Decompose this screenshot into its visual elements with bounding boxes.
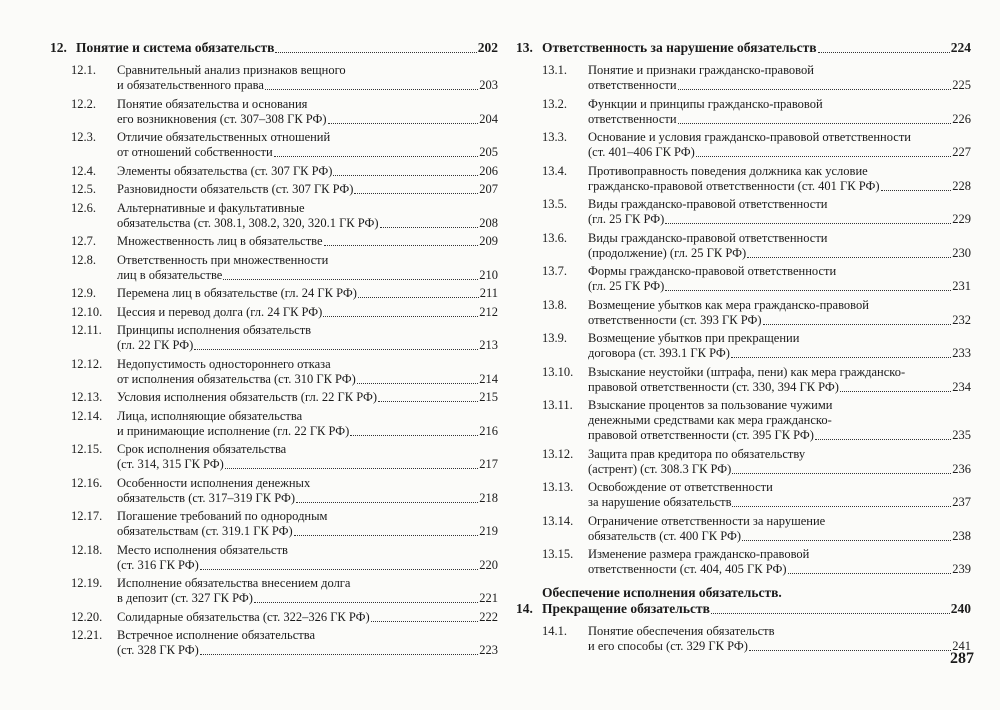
dot-leader [678, 89, 952, 90]
entry-title-line: правовой ответственности (ст. 330, 394 ГК РФ) [588, 379, 839, 394]
entry-number: 12.1. [71, 63, 96, 77]
entry-title-line: Возмещение убытков как мера гражданско-правовой [588, 297, 869, 312]
chapter-title: Ответственность за нарушение обязательств [542, 40, 817, 55]
entry-page: 214 [479, 371, 498, 386]
entry-number: 12.4. [71, 163, 96, 178]
dot-leader [665, 223, 951, 224]
entry-page: 218 [479, 490, 498, 505]
dot-leader [324, 245, 479, 246]
entry-title-line: Особенности исполнения денежных [117, 475, 311, 490]
toc-entry [516, 264, 971, 294]
toc-entry [50, 130, 498, 160]
entry-page: 236 [952, 461, 971, 476]
entry-number: 13.4. [542, 163, 567, 178]
dot-leader [265, 89, 478, 90]
toc-entry [50, 182, 498, 197]
dot-leader [358, 297, 479, 298]
toc-entries-13 [516, 63, 971, 577]
entry-page: 232 [952, 312, 971, 327]
entry-title-line: обязательства (ст. 308.1, 308.2, 320, 320.1 ГК РФ) [117, 215, 379, 230]
entry-title-line: и обязательственного права [117, 78, 264, 92]
chapter-page: 202 [477, 40, 498, 55]
entry-title-line: Разновидности обязательств (ст. 307 ГК РФ) [117, 182, 354, 196]
entry-page: 211 [479, 286, 498, 300]
entry-title-line: Срок исполнения обязательства [117, 442, 287, 456]
chapter-page: 224 [950, 40, 971, 55]
toc-chapter-12 [50, 40, 498, 56]
entry-number: 13.15. [542, 547, 574, 561]
entry-title-line: Перемена лиц в обязательстве (гл. 24 ГК РФ) [117, 286, 357, 300]
dot-leader [731, 357, 951, 358]
entry-page: 206 [479, 163, 498, 178]
entry-number: 13.8. [542, 297, 567, 312]
entry-page: 215 [479, 390, 498, 404]
entry-page: 216 [479, 423, 498, 438]
entry-number: 12.15. [71, 442, 103, 456]
entry-title-line: Сравнительный анализ признаков вещного [117, 63, 346, 77]
entry-page: 237 [952, 495, 971, 509]
dot-leader [354, 193, 478, 194]
entry-page: 234 [952, 379, 971, 394]
entry-title-line: Взыскание процентов за пользование чужими [588, 398, 833, 412]
chapter-title-line1: Обеспечение исполнения обязательств. [542, 585, 782, 600]
toc-entry [50, 323, 498, 353]
toc-entry [516, 480, 971, 510]
entry-title-line: Освобождение от ответственности [588, 480, 773, 494]
toc-left-column [50, 40, 498, 662]
entry-title-line: Исполнение обязательства внесением долга [117, 576, 351, 590]
entry-title-line: ответственности [588, 78, 677, 92]
toc-entry [516, 624, 971, 654]
entry-title-line: обязательствам (ст. 319.1 ГК РФ) [117, 524, 293, 538]
entry-title-line: лиц в обязательстве [117, 267, 223, 282]
entry-number: 14.1. [542, 624, 567, 638]
entry-page: 225 [952, 78, 971, 92]
dot-leader [194, 349, 478, 350]
toc-entry [516, 164, 971, 194]
toc-entry [50, 610, 498, 625]
entry-title-line: Понятие обеспечения обязательств [588, 624, 775, 638]
entry-title-line: Множественность лиц в обязательстве [117, 234, 323, 248]
dot-leader [333, 175, 478, 176]
entry-title-line: гражданско-правовой ответственности (ст. 401 ГК РФ) [588, 178, 880, 193]
entry-number: 12.13. [71, 390, 103, 404]
chapter-number: 14. [516, 601, 533, 616]
entry-page: 207 [479, 182, 498, 196]
dot-leader [350, 435, 478, 436]
dot-leader [818, 52, 950, 53]
entry-title-line: (ст. 328 ГК РФ) [117, 643, 199, 657]
entry-number: 12.3. [71, 130, 96, 144]
toc-entry [50, 576, 498, 606]
dot-leader [323, 316, 478, 317]
entry-number: 12.14. [71, 408, 103, 423]
entry-number: 13.12. [542, 446, 574, 461]
entry-title-line: его возникновения (ст. 307–308 ГК РФ) [117, 111, 327, 126]
entry-number: 12.2. [71, 96, 96, 111]
entry-title-line: правовой ответственности (ст. 395 ГК РФ) [588, 428, 814, 442]
entry-title-line: Лица, исполняющие обязательства [117, 408, 303, 423]
toc-entry [516, 97, 971, 127]
entry-title-line: ответственности [588, 111, 677, 126]
entry-number: 12.16. [71, 475, 103, 490]
dot-leader [815, 439, 951, 440]
entry-page: 231 [952, 279, 971, 293]
entry-title-line: за нарушение обязательств [588, 495, 732, 509]
dot-leader [711, 613, 950, 614]
chapter-number: 13. [516, 40, 533, 55]
entry-title-line: Противоправность поведения должника как условие [588, 163, 868, 178]
entry-title-line: Условия исполнения обязательств (гл. 22 ГК РФ) [117, 390, 378, 404]
entry-page: 208 [479, 215, 498, 230]
toc-entry [516, 398, 971, 443]
entry-page: 235 [952, 428, 971, 442]
entry-title-line: Принципы исполнения обязательств [117, 323, 312, 337]
entry-page: 210 [479, 267, 498, 282]
entry-title-line: Ответственность при множественности [117, 252, 329, 267]
entry-title-line: Защита прав кредитора по обязательству [588, 446, 806, 461]
entry-title-line: ответственности (ст. 393 ГК РФ) [588, 312, 762, 327]
toc-entry [516, 331, 971, 361]
entry-page: 203 [479, 78, 498, 92]
entry-page: 229 [952, 212, 971, 226]
entry-title-line: (гл. 25 ГК РФ) [588, 279, 665, 293]
entry-title-line: (ст. 316 ГК РФ) [117, 557, 199, 572]
entry-number: 12.6. [71, 200, 96, 215]
toc-entry [50, 234, 498, 249]
dot-leader [200, 569, 478, 570]
entry-page: 238 [952, 528, 971, 543]
entry-title-line: Ограничение ответственности за нарушение [588, 513, 826, 528]
entry-page: 219 [479, 524, 498, 538]
dot-leader [742, 540, 951, 541]
toc-entry [50, 628, 498, 658]
entry-title-line: Функции и принципы гражданско-правовой [588, 96, 823, 111]
dot-leader [357, 383, 478, 384]
dot-leader [378, 401, 478, 402]
entry-page: 220 [479, 557, 498, 572]
dot-leader [763, 324, 952, 325]
entry-number: 13.14. [542, 513, 574, 528]
dot-leader [275, 52, 476, 53]
toc-entries-12 [50, 63, 498, 658]
dot-leader [696, 156, 951, 157]
entry-page: 241 [952, 639, 971, 653]
dot-leader [380, 227, 479, 228]
toc-entry [516, 130, 971, 160]
entry-title-line: договора (ст. 393.1 ГК РФ) [588, 346, 730, 360]
chapter-title-line2: Прекращение обязательств [542, 601, 710, 616]
entry-number: 12.17. [71, 509, 103, 523]
entry-title-line: и его способы (ст. 329 ГК РФ) [588, 639, 748, 653]
toc-entry [50, 357, 498, 387]
entry-title-line: Формы гражданско-правовой ответственности [588, 264, 837, 278]
toc-entry [516, 197, 971, 227]
toc-entry [516, 447, 971, 477]
entry-page: 204 [479, 111, 498, 126]
entry-number: 13.11. [542, 398, 573, 412]
entry-title-line: Отличие обязательственных отношений [117, 130, 331, 144]
entry-title-line: Возмещение убытков при прекращении [588, 331, 800, 345]
entry-title-line: Элементы обязательства (ст. 307 ГК РФ) [117, 163, 333, 178]
dot-leader [732, 473, 951, 474]
entry-number: 13.6. [542, 230, 567, 245]
entry-number: 12.8. [71, 252, 96, 267]
entry-number: 12.20. [71, 609, 103, 624]
toc-entry [516, 365, 971, 395]
toc-entry [516, 298, 971, 328]
entry-number: 13.3. [542, 130, 567, 144]
dot-leader [296, 502, 478, 503]
entry-number: 12.5. [71, 182, 96, 196]
entry-title-line: Встречное исполнение обязательства [117, 628, 316, 642]
entry-title-line: (гл. 22 ГК РФ) [117, 338, 194, 352]
toc-chapter-14 [516, 585, 971, 617]
entry-title-line: Понятие и признаки гражданско-правовой [588, 63, 814, 77]
entry-title-line: от исполнения обязательства (ст. 310 ГК РФ) [117, 371, 356, 386]
toc-entry [50, 286, 498, 301]
dot-leader [328, 123, 479, 124]
toc-entry [50, 63, 498, 93]
entry-number: 12.12. [71, 356, 103, 371]
entry-page: 228 [952, 178, 971, 193]
entry-number: 13.2. [542, 96, 567, 111]
toc-entry [50, 543, 498, 573]
toc-entries-14 [516, 624, 971, 654]
dot-leader [254, 602, 478, 603]
toc-right-column [516, 40, 971, 658]
entry-title-line: Погашение требований по однородным [117, 509, 328, 523]
entry-title-line: Взыскание неустойки (штрафа, пени) как мера гражданско- [588, 364, 906, 379]
toc-entry [50, 305, 498, 320]
entry-title-line: обязательств (ст. 400 ГК РФ) [588, 528, 742, 543]
entry-title-line: Понятие обязательства и основания [117, 96, 308, 111]
toc-chapter-13 [516, 40, 971, 56]
entry-number: 12.10. [71, 304, 103, 319]
entry-title-line: (ст. 314, 315 ГК РФ) [117, 457, 224, 471]
entry-number: 13.9. [542, 331, 567, 345]
toc-entry [50, 476, 498, 506]
entry-number: 13.1. [542, 63, 567, 77]
entry-number: 13.7. [542, 264, 567, 278]
chapter-number: 12. [50, 40, 67, 55]
entry-number: 12.9. [71, 286, 96, 300]
entry-number: 13.13. [542, 480, 574, 494]
entry-title-line: Изменение размера гражданско-правовой [588, 547, 810, 561]
entry-number: 13.10. [542, 364, 574, 379]
dot-leader [881, 190, 952, 191]
entry-page: 209 [479, 234, 498, 248]
entry-number: 12.21. [71, 628, 103, 642]
entry-number: 12.18. [71, 542, 103, 557]
entry-title-line: Место исполнения обязательств [117, 542, 288, 557]
chapter-page: 240 [950, 601, 971, 616]
toc-entry [516, 63, 971, 93]
entry-title-line: Недопустимость одностороннего отказа [117, 356, 331, 371]
toc-entry [516, 231, 971, 261]
entry-title-line: (астрент) (ст. 308.3 ГК РФ) [588, 461, 732, 476]
dot-leader [200, 654, 478, 655]
entry-title-line: обязательств (ст. 317–319 ГК РФ) [117, 490, 296, 505]
entry-page: 227 [952, 145, 971, 159]
entry-page: 205 [479, 145, 498, 159]
dot-leader [749, 650, 951, 651]
entry-title-line: Солидарные обязательства (ст. 322–326 ГК РФ) [117, 609, 370, 624]
entry-title-line: денежными средствами как мера гражданско- [588, 413, 832, 427]
entry-page: 213 [479, 338, 498, 352]
entry-number: 12.19. [71, 576, 103, 590]
entry-title-line: (ст. 401–406 ГК РФ) [588, 145, 695, 159]
entry-number: 12.7. [71, 234, 96, 248]
dot-leader [732, 506, 951, 507]
entry-title-line: и принимающие исполнение (гл. 22 ГК РФ) [117, 423, 350, 438]
entry-page: 222 [479, 609, 498, 624]
entry-page: 212 [479, 304, 498, 319]
entry-page: 239 [952, 562, 971, 576]
toc-entry [50, 253, 498, 283]
toc-entry [50, 164, 498, 179]
chapter-title: Понятие и система обязательств [76, 40, 275, 55]
entry-page: 217 [479, 457, 498, 471]
dot-leader [665, 290, 951, 291]
toc-entry [516, 514, 971, 544]
entry-number: 13.5. [542, 197, 567, 211]
dot-leader [223, 279, 478, 280]
entry-title-line: Альтернативные и факультативные [117, 200, 305, 215]
entry-page: 230 [952, 245, 971, 260]
entry-page: 221 [479, 591, 498, 605]
toc-entry [50, 442, 498, 472]
toc-entry [50, 201, 498, 231]
toc-entry [50, 409, 498, 439]
toc-entry [516, 547, 971, 577]
entry-page: 226 [952, 111, 971, 126]
dot-leader [274, 156, 479, 157]
entry-title-line: Цессия и перевод долга (гл. 24 ГК РФ) [117, 304, 323, 319]
toc-entry [50, 390, 498, 405]
dot-leader [747, 257, 951, 258]
toc-entry [50, 509, 498, 539]
dot-leader [225, 468, 478, 469]
entry-title-line: в депозит (ст. 327 ГК РФ) [117, 591, 253, 605]
dot-leader [840, 391, 951, 392]
dot-leader [371, 621, 479, 622]
entry-page: 233 [952, 346, 971, 360]
entry-page: 223 [479, 643, 498, 657]
entry-number: 12.11. [71, 323, 102, 337]
dot-leader [294, 535, 479, 536]
entry-title-line: (гл. 25 ГК РФ) [588, 212, 665, 226]
entry-title-line: Виды гражданско-правовой ответственности [588, 197, 828, 211]
entry-title-line: Виды гражданско-правовой ответственности [588, 230, 828, 245]
page-number: 287 [950, 650, 974, 667]
toc-entry [50, 97, 498, 127]
entry-title-line: Основание и условия гражданско-правовой ответственности [588, 130, 911, 144]
entry-title-line: ответственности (ст. 404, 405 ГК РФ) [588, 562, 787, 576]
dot-leader [788, 573, 952, 574]
entry-title-line: (продолжение) (гл. 25 ГК РФ) [588, 245, 747, 260]
dot-leader [678, 123, 952, 124]
entry-title-line: от отношений собственности [117, 145, 273, 159]
